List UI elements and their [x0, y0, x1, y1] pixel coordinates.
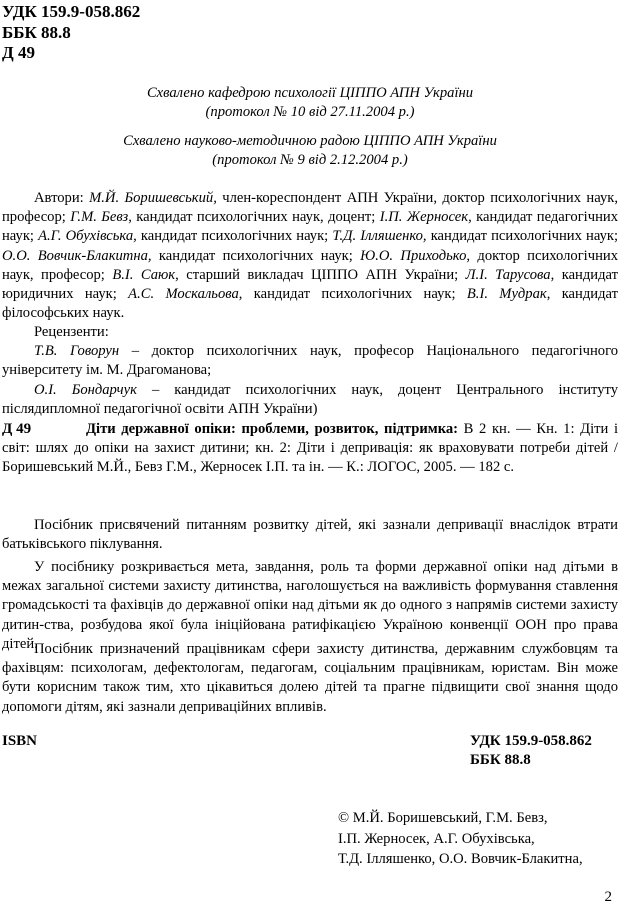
abstract-paragraph: У посібнику розкривається мета, завдання, роль та форми державної опіки над дітьми в межах загальної системи захисту дитинства, наголошується на важливість формування ставлення громадськості та фахівців до державної опіки над дітьми як до одного з напрямів системи захисту дитин-ства, розбудова якої була ініційована ратифікацією Україною конвенції ООН про права дітей.: [2, 559, 618, 652]
author-desc: член-кореспондент АПН України, доктор психологічних наук, професор;: [2, 190, 618, 226]
approval-line: Схвалено кафедрою психології ЦІППО АПН України: [146, 85, 474, 101]
reviewer-name: О.І. Бондарчук: [34, 381, 137, 398]
catalog-entry: [2, 420, 618, 478]
author-desc: , старший викладач ЦІППО АПН України;: [175, 266, 466, 283]
author-name: О.О. Вовчик-Блакитна,: [2, 247, 152, 264]
authors-lead: Автори:: [34, 190, 90, 206]
copyright-line: Т.Д. Ілляшенко, О.О. Вовчик-Блакитна,: [338, 851, 583, 867]
classification-codes: [2, 2, 140, 64]
approval-council: [10, 132, 610, 170]
bbk-code: ББК 88.8: [2, 22, 71, 42]
author-desc: , доктор психологічних наук, професор;: [2, 247, 618, 283]
author-name: А.С. Москальова: [128, 286, 239, 303]
reviewers-heading: Рецензенти:: [34, 324, 109, 340]
isbn-label: ISBN: [2, 733, 38, 749]
author-desc: кандидат психологічних наук;: [426, 228, 619, 245]
catalog-details: В 2 кн. — Кн. 1: Діти і світ: шлях до опіки на захист дитини; кн. 2: Діти і депривація: як враховувати потреби дітей / Боришевський М.Й., Бевз Г.М., Жерносек І.П. та ін. — К.: ЛОГОС, 2005. — 182 с.: [2, 421, 619, 476]
catalog-code: Д 49: [2, 421, 32, 437]
reviewer-entry: [2, 381, 618, 419]
author-desc: , кандидат психологічних наук;: [238, 286, 467, 303]
reviewer-desc: – доктор психологічних наук, професор Національного педагогічного університету ім. М. Драгоманова;: [2, 343, 618, 379]
author-name: В.І. Мудрак: [466, 286, 547, 303]
page-number: 2: [604, 889, 612, 905]
author-name: В.І. Саюк: [112, 266, 176, 283]
author-desc: кандидат психологічних наук;: [151, 247, 361, 264]
author-desc: кандидат педагогічних наук;: [2, 209, 618, 245]
approval-department: [10, 84, 610, 122]
reviewers-section: [2, 323, 618, 419]
bbk-code: ББК 88.8: [470, 752, 531, 768]
udk-code: УДК 159.9-058.862: [2, 2, 141, 21]
reviewer-desc: – кандидат психологічних наук, доцент Центрального інституту післядипломної педагогічної освіти АПН України): [2, 381, 618, 417]
authors-paragraph: [2, 189, 618, 323]
author-desc: , кандидат філософських наук.: [2, 286, 618, 322]
author-desc: , кандидат психологічних наук, доцент;: [128, 209, 380, 226]
approval-protocol: (протокол № 10 від 27.11.2004 р.): [205, 104, 415, 121]
author-desc: , кандидат юридичних наук;: [2, 266, 618, 303]
author-name: А.Г. Обухівська,: [38, 228, 137, 245]
approval-line: Схвалено науково-методичною радою ЦІППО АПН України: [123, 133, 497, 149]
copyright-line: © М.Й. Боришевський, Г.М. Бевз,: [338, 810, 548, 826]
abstract-paragraph: Посібник присвячений питанням розвитку дітей, які зазнали депривації внаслідок втрати батьківського піклування.: [2, 517, 618, 553]
catalog-title: Діти державної опіки: проблеми, розвиток, підтримка:: [86, 421, 459, 437]
author-mark: Д 49: [2, 43, 35, 62]
author-name: М.Й. Боришевський,: [89, 190, 217, 206]
author-name: Л.І. Тарусова: [465, 266, 551, 283]
author-desc: кандидат психологічних наук;: [136, 228, 333, 245]
author-name: Ю.О. Приходько: [360, 247, 467, 264]
bottom-codes: [470, 732, 592, 770]
author-name: І.П. Жерносек,: [379, 209, 472, 226]
udk-code: УДК 159.9-058.862: [470, 733, 592, 749]
author-name: Г.М. Бевз: [70, 209, 129, 226]
copyright-block: [338, 808, 583, 870]
author-name: Т.Д. Ілляшенко,: [332, 228, 427, 245]
copyright-line: І.П. Жерносек, А.Г. Обухівська,: [338, 830, 535, 847]
reviewer-entry: [2, 342, 618, 380]
abstract-paragraph: Посібник призначений працівникам сфери захисту дитинства, державним службовцям та фахівцям: психологам, дефектологам, педагогам, соціальним працівникам, юристам. Він може бути корисним також тим, хто цікавиться долею дітей та прагне підвищити свої знання щодо допомоги дітям, які зазнали деприваційних впливів.: [2, 641, 618, 715]
reviewer-name: Т.В. Говорун: [34, 343, 120, 360]
approval-protocol: (протокол № 9 від 2.12.2004 р.): [212, 152, 408, 169]
